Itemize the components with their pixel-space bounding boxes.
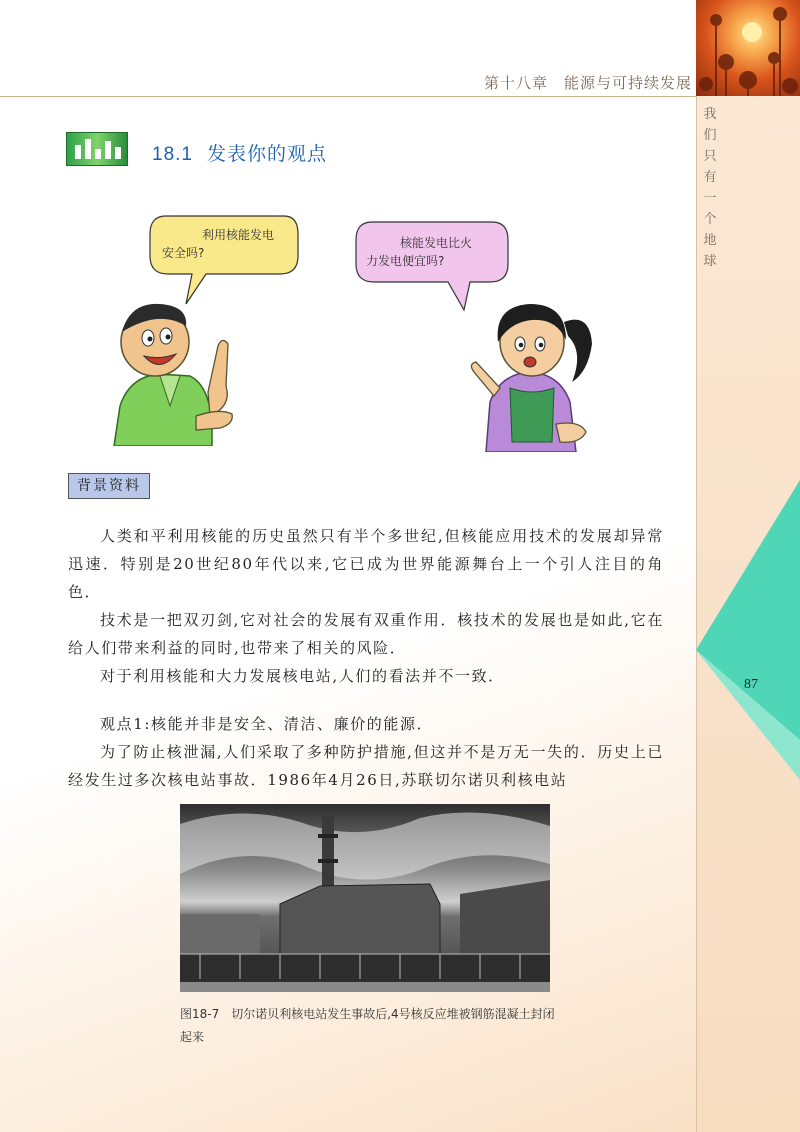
boy-cartoon-icon (100, 296, 240, 446)
bubble-line: 核能发电比火 (400, 236, 473, 250)
section-title-text: 发表你的观点 (206, 144, 327, 165)
bubble-line: 利用核能发电 (202, 228, 275, 242)
sunflower-photo (696, 0, 800, 96)
motto-char: 我 (703, 106, 717, 121)
chapter-heading: 第十八章 能源与可持续发展 (483, 75, 692, 92)
page-number: 87 (744, 677, 758, 692)
bubble-line: 力发电便宜吗? (366, 254, 445, 268)
girl-cartoon-icon (460, 292, 610, 452)
paragraph-5: 为了防止核泄漏,人们采取了多种防护措施,但这并不是万无一失的．历史上已经发生过多次核电站事故．1986年4月26日,苏联切尔诺贝利核电站 (68, 743, 664, 789)
motto-char: 有 (703, 169, 717, 184)
motto-char: 地 (703, 232, 717, 247)
section-title (152, 139, 327, 166)
viewpoint-1: 观点1:核能并非是安全、清洁、廉价的能源． (100, 715, 434, 733)
section-badge-icon (66, 132, 128, 166)
section-number: 18.1 (152, 144, 193, 165)
motto-char: 球 (703, 253, 717, 268)
motto-char: 一 (703, 190, 717, 205)
motto-char: 们 (703, 127, 717, 142)
speech-bubble-left (146, 212, 302, 308)
bubble-line: 安全吗? (162, 246, 205, 260)
paragraph-3: 对于利用核能和大力发展核电站,人们的看法并不一致． (100, 667, 505, 685)
teal-decoration (696, 480, 800, 780)
power-plant-image (180, 804, 550, 992)
motto-char: 个 (703, 211, 717, 226)
header-rule (0, 96, 696, 97)
flower-silhouette-icon (696, 0, 800, 96)
background-info-label: 背景资料 (68, 473, 150, 499)
paragraph-1: 人类和平利用核能的历史虽然只有半个多世纪,但核能应用技术的发展却异常迅速．特别是20世纪80年代以来,它已成为世界能源舞台上一个引人注目的角色． (68, 527, 664, 601)
motto-char: 只 (703, 148, 717, 163)
paragraph-2: 技术是一把双刃剑,它对社会的发展有双重作用．核技术的发展也是如此,它在给人们带来利益的同时,也带来了相关的风险． (68, 611, 664, 657)
chernobyl-photo (180, 804, 550, 992)
figure-caption: 图18-7 切尔诺贝利核电站发生事故后,4号核反应堆被钢筋混凝土封闭起来 (180, 1007, 555, 1044)
side-motto (700, 103, 720, 271)
